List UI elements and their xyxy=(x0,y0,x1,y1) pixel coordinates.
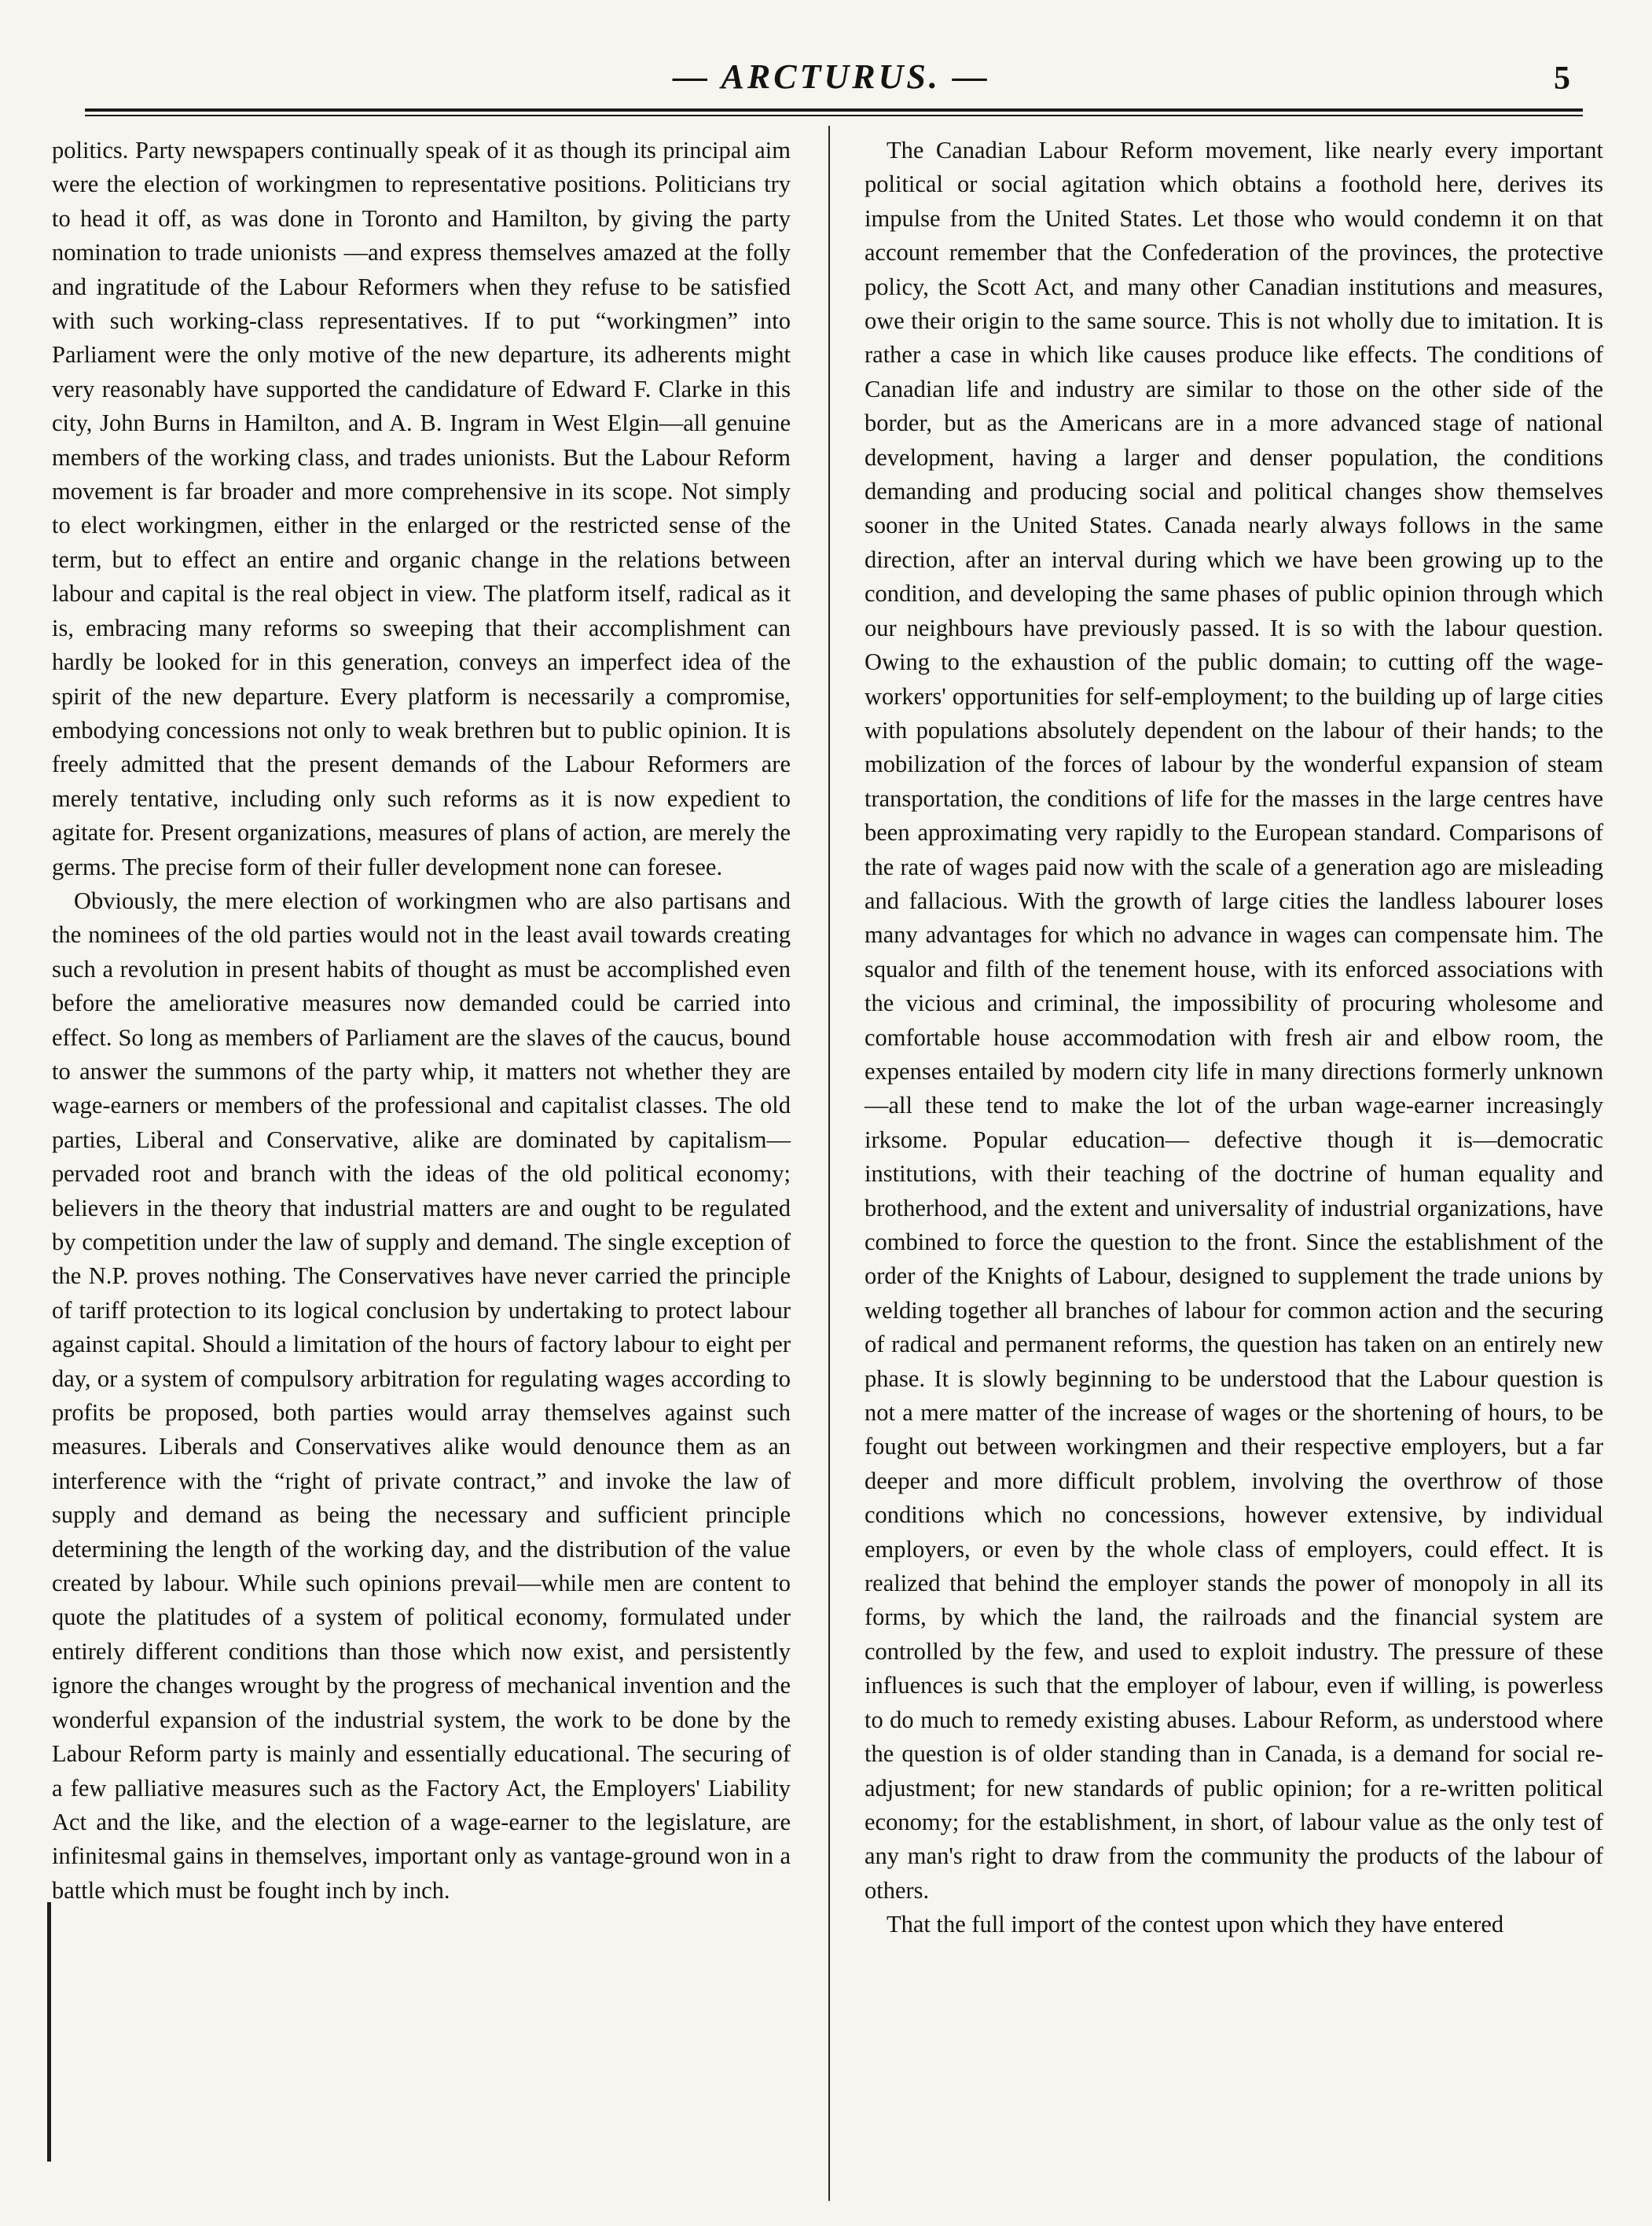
header-rule-thick xyxy=(85,108,1583,112)
right-paragraph-1: The Canadian Labour Reform movement, like nearly every important political or social agitation which obtains a foothold here, derives its impulse from the United States. Let those who would condemn it on that account remember that the Confederation of the provinces, the protective policy, the Scott Act, and many other Canadian institutions and measures, owe their origin to the same source. This is not wholly due to imitation. It is rather a case in which like causes produce like effects. The conditions of Canadian life and industry are similar to those on the other side of the border, but as the Americans are in a more advanced stage of national development, having a larger and denser population, the conditions demanding and producing social and political changes show themselves sooner in the United States. Canada nearly always follows in the same direction, after an interval during which we have been growing up to the condition, and developing the same phases of public opinion through which our neighbours have previously passed. It is so with the labour question. Owing to the exhaustion of the public domain; to cutting off the wage-workers' opportunities for self-employment; to the building up of large cities with populations absolutely dependent on the labour of their hands; to the mobilization of the forces of labour by the wonderful expansion of steam transportation, the conditions of life for the masses in the large centres have been approximating very rapidly to the European standard. Comparisons of the rate of wages paid now with the scale of a generation ago are misleading and fallacious. With the growth of large cities the landless labourer loses many advantages for which no advance in wages can compensate him. The squalor and filth of the tenement house, with its enforced associations with the vicious and criminal, the impossibility of procuring wholesome and comfortable house accommodation with fresh air and elbow room, the expenses entailed by modern city life in many directions formerly unknown—all these tend to make the lot of the urban wage-earner increasingly irksome. Popular education— defective though it is—democratic institutions, with their teaching of the doctrine of human equality and brotherhood, and the extent and universality of industrial organizations, have combined to force the question to the front. Since the establishment of the order of the Knights of Labour, designed to supplement the trade unions by welding together all branches of labour for common action and the securing of radical and permanent reforms, the question has taken on an entirely new phase. It is slowly beginning to be understood that the Labour question is not a mere matter of the increase of wages or the shortening of hours, to be fought out between workingmen and their respective employers, but a far deeper and more difficult problem, involving the overthrow of those conditions which no concessions, however extensive, by individual employers, or even by the whole class of employers, could effect. It is realized that behind the employer stands the power of monopoly in all its forms, by which the land, the railroads and the financial system are controlled by the few, and used to exploit industry. The pressure of these influences is such that the employer of labour, even if willing, is powerless to do much to remedy existing abuses. Labour Reform, as understood where the question is of older standing than in Canada, is a demand for social re-adjustment; for new standards of public opinion; for a re-written political economy; for the establishment, in short, of labour value as the only test of any man's right to draw from the community the products of the labour of others. xyxy=(865,137,1603,1904)
right-column xyxy=(865,134,1603,1942)
masthead-title: — ARCTURUS. — xyxy=(673,57,990,96)
right-paragraph-2: That the full import of the contest upon which they have entered xyxy=(887,1911,1504,1938)
page-header xyxy=(85,57,1578,112)
left-paragraph-2: Obviously, the mere election of workingmen who are also partisans and the nominees of the old parties would not in the least avail towards creating such a revolution in present habits of thought as must be accomplished even before the ameliorative measures now demanded could be carried into effect. So long as members of Parliament are the slaves of the caucus, bound to answer the summons of the party whip, it matters not whether they are wage-earners or members of the professional and capitalist classes. The old parties, Liberal and Conservative, alike are dominated by capitalism—pervaded root and branch with the ideas of the old political economy; believers in the theory that industrial matters are and ought to be regulated by competition under the law of supply and demand. The single exception of the N.P. proves nothing. The Conservatives have never carried the principle of tariff protection to its logical conclusion by undertaking to protect labour against capital. Should a limitation of the hours of factory labour to eight per day, or a system of compulsory arbitration for regulating wages according to profits be proposed, both parties would array themselves against such measures. Liberals and Conservatives alike would denounce them as an interference with the “right of private contract,” and invoke the law of supply and demand as being the necessary and sufficient principle determining the length of the working day, and the distribution of the value created by labour. While such opinions prevail—while men are content to quote the platitudes of a system of political economy, formulated under entirely different conditions than those which now exist, and persistently ignore the changes wrought by the progress of mechanical invention and the wonderful expansion of the industrial system, the work to be done by the Labour Reform party is mainly and essentially educational. The securing of a few palliative measures such as the Factory Act, the Employers' Liability Act and the like, and the election of a wage-earner to the legislature, are infinitesmal gains in themselves, important only as vantage-ground won in a battle which must be fought inch by inch. xyxy=(52,887,791,1904)
left-column xyxy=(52,134,791,1908)
margin-mark xyxy=(47,1902,51,2162)
header-rule-thin xyxy=(85,115,1583,116)
page-number: 5 xyxy=(1554,61,1570,97)
left-paragraph-1: politics. Party newspapers continually speak of it as though its principal aim were the election of workingmen to representative positions. Politicians try to head it off, as was done in Toronto and Hamilton, by giving the party nomination to trade unionists —and express themselves amazed at the folly and ingratitude of the Labour Reformers when they refuse to be satisfied with such working-class representatives. If to put “workingmen” into Parliament were the only motive of the new departure, its adherents might very reasonably have supported the candidature of Edward F. Clarke in this city, John Burns in Hamilton, and A. B. Ingram in West Elgin—all genuine members of the working class, and trades unionists. But the Labour Reform movement is far broader and more comprehensive in its scope. Not simply to elect workingmen, either in the enlarged or the restricted sense of the term, but to effect an entire and organic change in the relations between labour and capital is the real object in view. The platform itself, radical as it is, embracing many reforms so sweeping that their accomplishment can hardly be looked for in this generation, conveys an imperfect idea of the spirit of the new departure. Every platform is necessarily a compromise, embodying concessions not only to weak brethren but to public opinion. It is freely admitted that the present demands of the Labour Reformers are merely tentative, including only such reforms as it is now expedient to agitate for. Present organizations, measures of plans of action, are merely the germs. The precise form of their fuller development none can foresee. xyxy=(52,137,791,880)
column-divider xyxy=(828,126,830,2201)
